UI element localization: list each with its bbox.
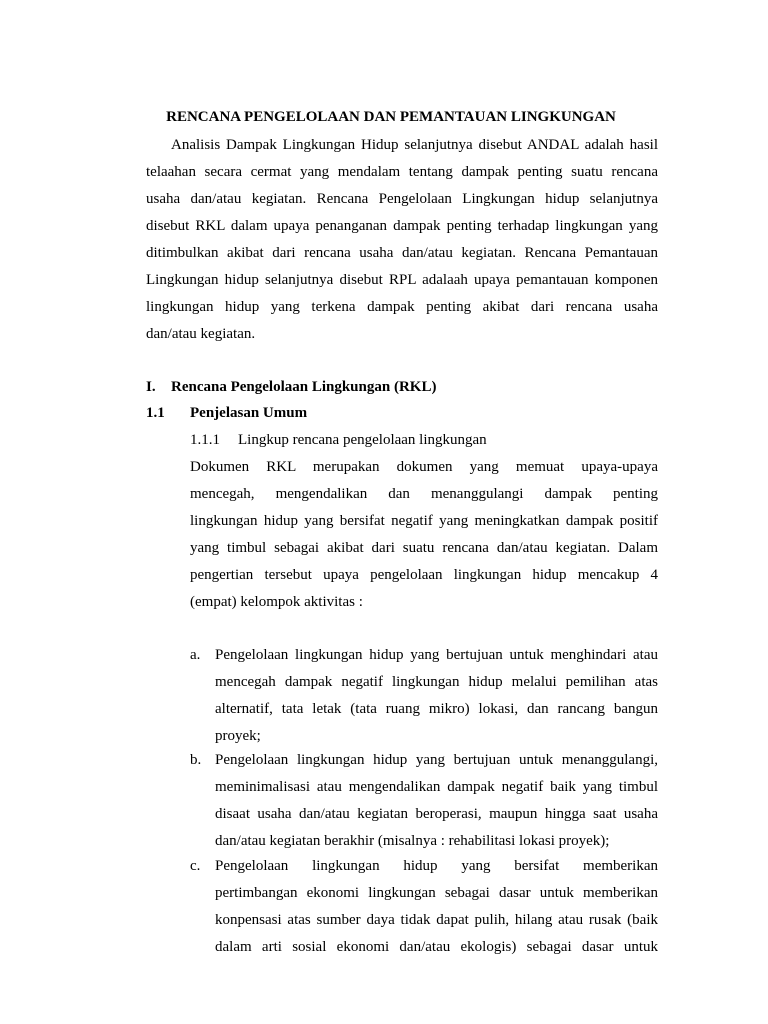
intro-line: usaha dan/atau kegiatan. Rencana Pengelolaan Lingkungan hidup selanjutnya <box>146 191 658 207</box>
list-item-line: proyek; <box>215 728 261 744</box>
scope-line: (empat) kelompok aktivitas : <box>190 594 363 610</box>
list-item-line: pertimbangan ekonomi lingkungan sebagai dasar untuk memberikan <box>215 885 658 901</box>
list-item-line: Pengelolaan lingkungan hidup yang bersifat memberikan <box>215 858 658 874</box>
section-1-1-1-number: 1.1.1 <box>190 432 220 448</box>
scope-line: Dokumen RKL merupakan dokumen yang memuat upaya-upaya <box>190 459 658 475</box>
scope-line: lingkungan hidup yang bersifat negatif yang meningkatkan dampak positif <box>190 513 658 529</box>
section-1-number: I. <box>146 379 156 395</box>
document-title: RENCANA PENGELOLAAN DAN PEMANTAUAN LINGKUNGAN <box>166 109 616 125</box>
section-1-1-heading: Penjelasan Umum <box>190 405 308 421</box>
list-item-line: Pengelolaan lingkungan hidup yang bertujuan untuk menghindari atau <box>215 647 658 663</box>
list-item-line: disaat usaha dan/atau kegiatan beroperasi, maupun hingga saat usaha <box>215 806 658 822</box>
list-marker: a. <box>190 647 201 663</box>
intro-line: disebut RKL dalam upaya penanganan dampak penting terhadap lingkungan yang <box>146 218 658 234</box>
intro-line: Analisis Dampak Lingkungan Hidup selanjutnya disebut ANDAL adalah hasil <box>171 137 658 153</box>
intro-line: ditimbulkan akibat dari rencana usaha dan/atau kegiatan. Rencana Pemantauan <box>146 245 658 261</box>
list-marker: c. <box>190 858 201 874</box>
scope-line: yang timbul sebagai akibat dari suatu rencana dan/atau kegiatan. Dalam <box>190 540 658 556</box>
scope-line: mencegah, mengendalikan dan menanggulangi dampak penting <box>190 486 658 502</box>
list-item-line: dalam arti sosial ekonomi dan/atau ekologis) sebagai dasar untuk <box>215 939 658 955</box>
intro-line: lingkungan hidup yang terkena dampak penting akibat dari rencana usaha <box>146 299 658 315</box>
list-item-line: konpensasi atas sumber daya tidak dapat pulih, hilang atau rusak (baik <box>215 912 658 928</box>
list-item-line: mencegah dampak negatif lingkungan hidup melalui pemilihan atas <box>215 674 658 690</box>
intro-line: telaahan secara cermat yang mendalam tentang dampak penting suatu rencana <box>146 164 658 180</box>
list-marker: b. <box>190 752 202 768</box>
list-item-line: dan/atau kegiatan berakhir (misalnya : rehabilitasi lokasi proyek); <box>215 833 610 849</box>
section-1-heading: Rencana Pengelolaan Lingkungan (RKL) <box>171 379 437 395</box>
list-item-line: meminimalisasi atau mengendalikan dampak negatif baik yang timbul <box>215 779 658 795</box>
intro-line: dan/atau kegiatan. <box>146 326 256 342</box>
list-item-line: Pengelolaan lingkungan hidup yang bertujuan untuk menanggulangi, <box>215 752 658 768</box>
scope-line: pengertian tersebut upaya pengelolaan lingkungan hidup mencakup 4 <box>190 567 658 583</box>
section-1-1-1-heading: Lingkup rencana pengelolaan lingkungan <box>238 432 487 448</box>
list-item-line: alternatif, tata letak (tata ruang mikro) lokasi, dan rancang bangun <box>215 701 658 717</box>
section-1-1-number: 1.1 <box>146 405 165 421</box>
intro-line: Lingkungan hidup selanjutnya disebut RPL adalaah upaya pemantauan komponen <box>146 272 658 288</box>
